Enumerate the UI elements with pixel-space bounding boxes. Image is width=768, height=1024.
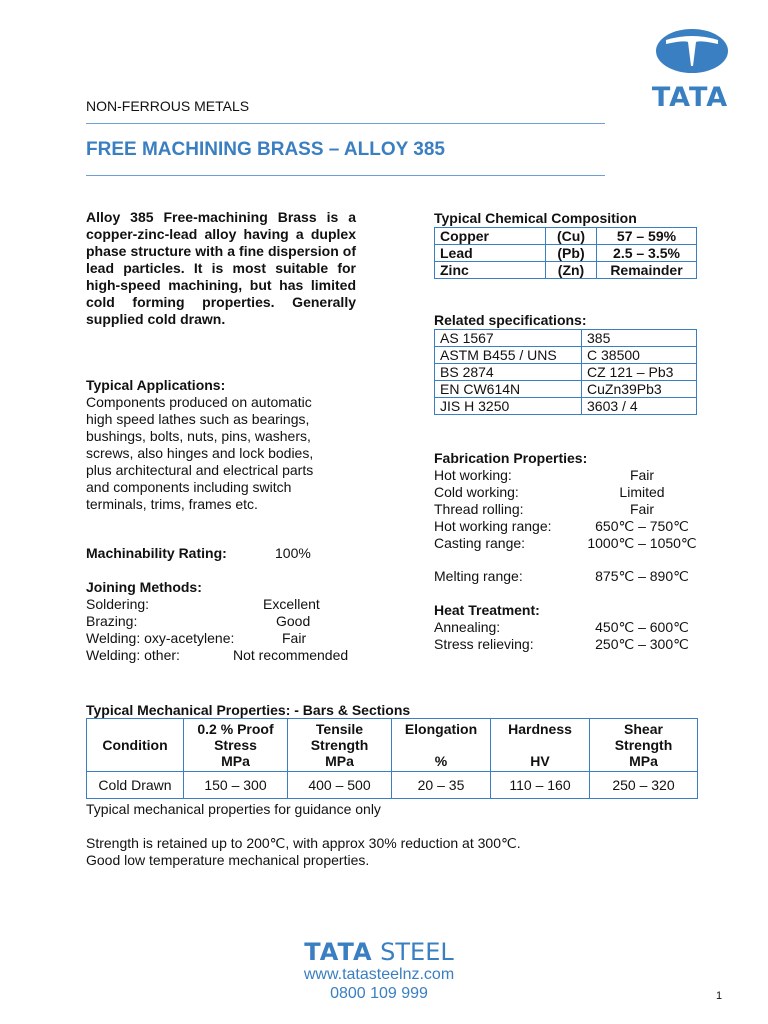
table-row (435, 347, 697, 364)
heat-heading: Heat Treatment: (434, 602, 540, 618)
joining-item (86, 630, 234, 647)
fabrication-value: Limited (619, 484, 665, 500)
chem-value: 57 – 59% (597, 228, 697, 245)
joining-value: Excellent (263, 596, 320, 612)
mechanical-note: Typical mechanical properties for guidance only (86, 801, 381, 817)
spec-code: CuZn39Pb3 (582, 381, 697, 398)
heat-label: Stress relieving: (434, 636, 534, 652)
spec-standard: JIS H 3250 (435, 398, 582, 415)
fabrication-value: Fair (629, 501, 655, 517)
applications-line: bushings, bolts, nuts, pins, washers, (86, 428, 311, 444)
applications-line: Components produced on automatic (86, 394, 312, 410)
fabrication-value: Fair (629, 467, 655, 483)
page-title: FREE MACHINING BRASS – ALLOY 385 (86, 139, 445, 160)
machinability-value: 100% (275, 545, 311, 561)
joining-heading: Joining Methods: (86, 579, 202, 595)
category-label: NON-FERROUS METALS (86, 98, 250, 114)
spec-standard: EN CW614N (435, 381, 582, 398)
table-row (435, 262, 697, 279)
joining-item (86, 613, 137, 630)
page-number: 1 (716, 990, 723, 1002)
fabrication-label: Thread rolling: (434, 501, 524, 517)
applications-line: screws, also hinges and lock bodies, (86, 445, 314, 461)
table-cell: Cold Drawn (87, 772, 184, 799)
machinability-label: Machinability Rating: (86, 545, 227, 561)
footer-brand (234, 938, 524, 966)
table-row (87, 772, 698, 799)
table-row (435, 381, 697, 398)
joining-label: Soldering: (86, 596, 150, 612)
specs-table (434, 329, 697, 415)
footer-brand-light: STEEL (372, 938, 454, 966)
joining-value: Fair (282, 630, 307, 646)
spec-code: CZ 121 – Pb3 (582, 364, 697, 381)
fabrication-label: Hot working range: (434, 518, 552, 534)
footer-phone: 0800 109 999 (330, 985, 428, 1002)
specs-heading: Related specifications: (434, 312, 587, 328)
heat-value: 450℃ – 600℃ (595, 619, 689, 635)
table-row (435, 398, 697, 415)
low-temp-note: Good low temperature mechanical properties. (86, 852, 370, 868)
chem-value: 2.5 – 3.5% (597, 245, 697, 262)
mechanical-heading: Typical Mechanical Properties: - Bars & Sections (86, 702, 411, 718)
table-row (435, 330, 697, 347)
fabrication-heading: Fabrication Properties: (434, 450, 588, 466)
footer-website-link[interactable]: www.tatasteelnz.com (303, 966, 455, 983)
fabrication-label: Cold working: (434, 484, 519, 500)
header-rule-bottom (86, 175, 605, 176)
tata-logo-icon (640, 26, 740, 86)
joining-item (86, 647, 180, 664)
tata-logo-text: TATA (651, 82, 729, 113)
fabrication-label: Casting range: (434, 535, 526, 551)
applications-line: high speed lathes such as bearings, (86, 411, 310, 427)
tata-logo (640, 26, 740, 112)
chem-symbol: (Cu) (546, 228, 597, 245)
chem-symbol: (Zn) (546, 262, 597, 279)
fabrication-label: Hot working: (434, 467, 512, 483)
column-header: 0.2 % Proof Stress MPa (184, 719, 288, 772)
melting-value: 875℃ – 890℃ (595, 568, 689, 584)
applications-line: and components including switch (86, 479, 292, 495)
header-rule-top (86, 123, 605, 124)
table-cell: 110 – 160 (491, 772, 590, 799)
spec-code: 385 (582, 330, 697, 347)
joining-item (86, 596, 149, 613)
column-header: Hardness HV (491, 719, 590, 772)
spec-code: 3603 / 4 (582, 398, 697, 415)
applications-text (86, 394, 313, 513)
fabrication-value: 650℃ – 750℃ (595, 518, 689, 534)
applications-line: plus architectural and electrical parts (86, 462, 314, 478)
footer-brand-bold: TATA (304, 938, 373, 966)
applications-line: terminals, trims, frames etc. (86, 496, 258, 512)
table-cell: 150 – 300 (184, 772, 288, 799)
column-header: Tensile Strength MPa (288, 719, 392, 772)
chemical-table (434, 227, 697, 279)
mechanical-table (86, 718, 698, 799)
joining-label: Welding: other: (86, 647, 180, 663)
strength-note: Strength is retained up to 200℃, with approx 30% reduction at 300℃. (86, 835, 521, 851)
melting-label: Melting range: (434, 568, 523, 584)
spec-code: C 38500 (582, 347, 697, 364)
heat-value: 250℃ – 300℃ (595, 636, 689, 652)
chem-element: Lead (435, 245, 546, 262)
intro-paragraph: Alloy 385 Free-machining Brass is a copper-zinc-lead alloy having a duplex phase structure with a fine dispersion of lead particles. It is most suitable for high-speed machining, but has limited cold forming properties. Generally supplied cold drawn. (86, 209, 356, 327)
table-cell: 400 – 500 (288, 772, 392, 799)
chem-element: Zinc (435, 262, 546, 279)
joining-value: Not recommended (233, 647, 349, 663)
table-row (435, 364, 697, 381)
table-header-row (87, 719, 698, 772)
fabrication-value: 1000℃ – 1050℃ (587, 535, 697, 551)
joining-value: Good (276, 613, 311, 629)
joining-label: Welding: oxy-acetylene: (86, 630, 235, 646)
chem-symbol: (Pb) (546, 245, 597, 262)
chemical-heading: Typical Chemical Composition (434, 210, 637, 226)
table-row (435, 245, 697, 262)
column-header: Elongation % (392, 719, 491, 772)
table-cell: 250 – 320 (590, 772, 698, 799)
column-header: Condition (87, 719, 184, 772)
chem-element: Copper (435, 228, 546, 245)
table-cell: 20 – 35 (392, 772, 491, 799)
heat-label: Annealing: (434, 619, 501, 635)
joining-label: Brazing: (86, 613, 138, 629)
table-row (435, 228, 697, 245)
applications-heading: Typical Applications: (86, 377, 226, 393)
spec-standard: BS 2874 (435, 364, 582, 381)
spec-standard: ASTM B455 / UNS (435, 347, 582, 364)
spec-standard: AS 1567 (435, 330, 582, 347)
chem-value: Remainder (597, 262, 697, 279)
column-header: Shear Strength MPa (590, 719, 698, 772)
